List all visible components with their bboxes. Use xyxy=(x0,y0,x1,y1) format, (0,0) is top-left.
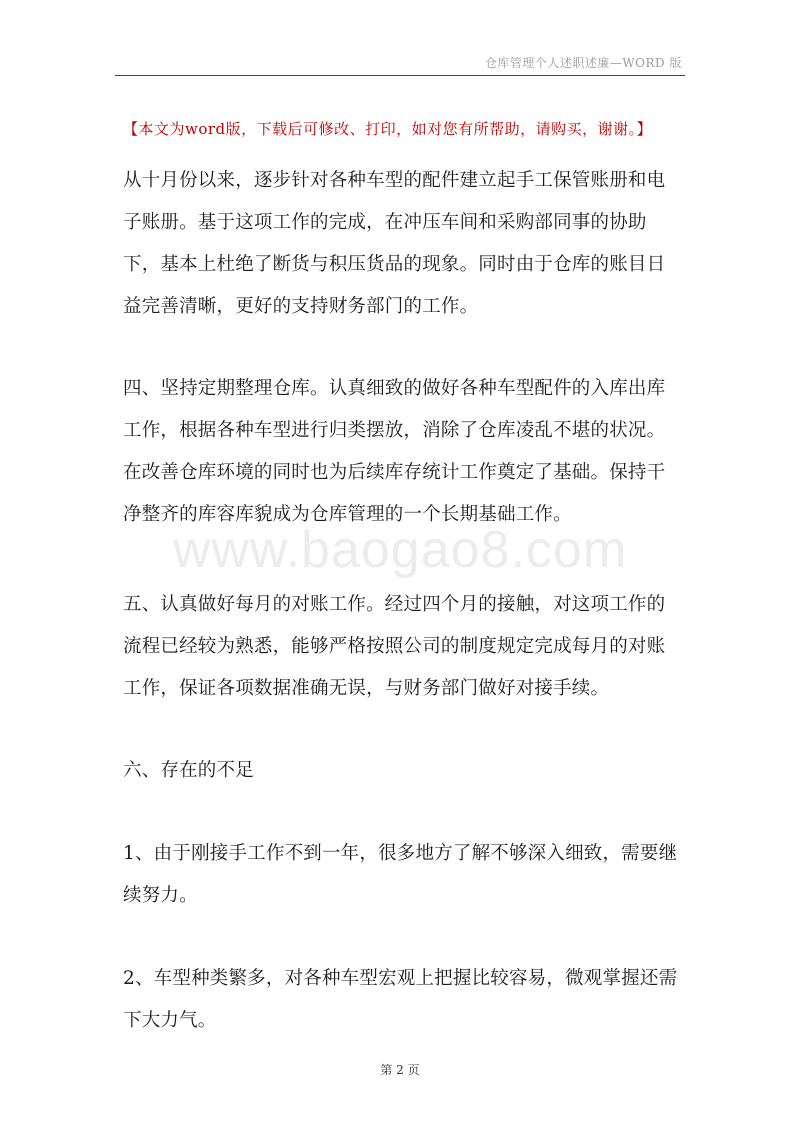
download-notice: 【本文为word版，下载后可修改、打印，如对您有所帮助，请购买，谢谢。】 xyxy=(123,120,653,138)
paragraph-shortcoming-1: 1、由于刚接手工作不到一年，很多地方了解不够深入细致，需要继续努力。 xyxy=(123,843,678,906)
page-number: 第 2 页 xyxy=(380,1063,420,1077)
section-heading-shortcomings: 六、存在的不足 xyxy=(123,760,254,781)
header-divider xyxy=(115,75,685,76)
paragraph-reconciliation: 五、认真做好每月的对账工作。经过四个月的接触，对这项工作的流程已经较为熟悉，能够严格按照公司的制度规定完成每月的对账工作，保证各项数据准确无误，与财务部门做好对接手续。 xyxy=(123,594,666,699)
paragraph-warehouse-organizing: 四、坚持定期整理仓库。认真细致的做好各种车型配件的入库出库工作，根据各种车型进行归类摆放，消除了仓库凌乱不堪的状况。在改善仓库环境的同时也为后续库存统计工作奠定了基础。保持干净整齐的库容库貌成为仓库管理的一个长期基础工作。 xyxy=(123,378,666,525)
paragraph-ledger: 从十月份以来，逐步针对各种车型的配件建立起手工保管账册和电子账册。基于这项工作的完成，在冲压车间和采购部同事的协助下，基本上杜绝了断货与积压货品的现象。同时由于仓库的账目日益完善清晰，更好的支持财务部门的工作。 xyxy=(123,170,666,317)
paragraph-shortcoming-2: 2、车型种类繁多，对各种车型宏观上把握比较容易，微观掌握还需下大力气。 xyxy=(123,968,678,1031)
header-title: 仓库管理个人述职述廉—WORD 版 xyxy=(484,56,682,70)
watermark: www.baogao8.com xyxy=(172,521,628,579)
